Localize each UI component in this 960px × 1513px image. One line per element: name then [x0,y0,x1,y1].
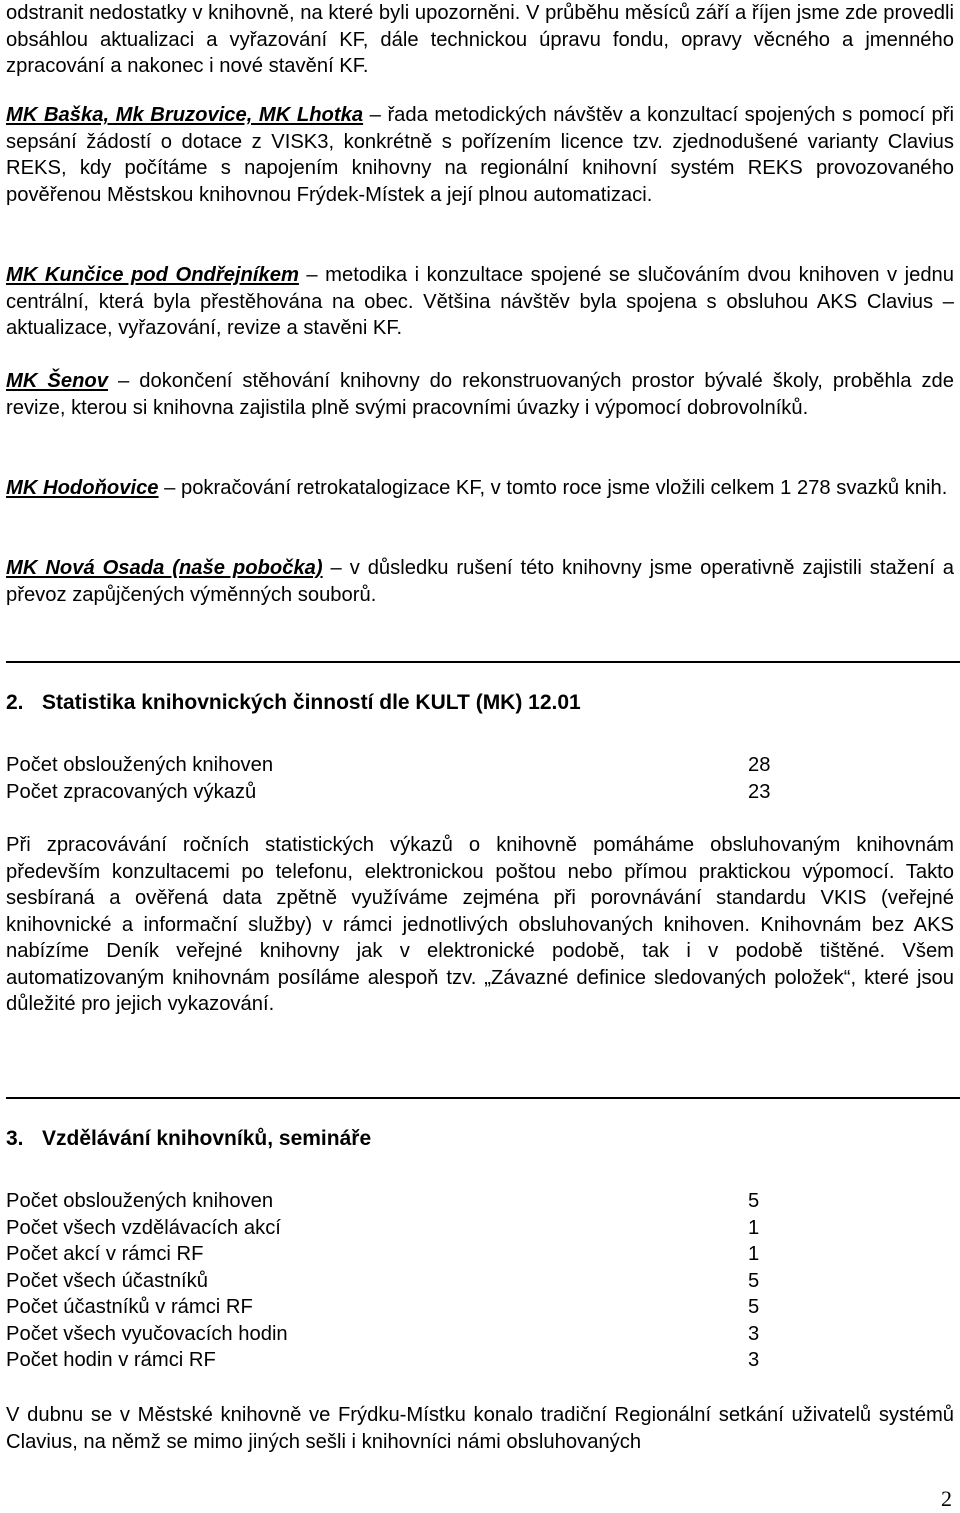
stat-value: 1 [748,1216,760,1239]
section-3-heading [6,1127,371,1151]
entry-4-text: – pokračování retrokatalogizace KF, v tomto roce jsme vložili celkem 1 278 svazků knih. [158,477,948,499]
section-3-title: Vzdělávání knihovníků, semináře [42,1127,372,1150]
entry-5-name: MK Nová Osada (naše pobočka) [6,557,323,579]
divider-1 [6,661,960,663]
stat-row [6,752,954,779]
entry-1-text: – řada metodických návštěv a konzultací spojených s pomocí při sepsání žádostí o dotace z VISK3, konkrétně s pořízením licence tzv. zjednodušené varianty Clavius REKS, kdy počítáme s napojením knihovny na regionální knihovní systém REKS provozovaného pověřenou Městskou knihovnou Frýdek-Místek a její plnou automatizaci. [6,104,954,206]
entry-3 [6,368,954,421]
section-2-body [6,832,954,1018]
section-2-stats [6,752,954,805]
entry-3-name: MK Šenov [6,370,108,392]
entry-2-name: MK Kunčice pod Ondřejníkem [6,264,299,286]
stat-label: Počet hodin v rámci RF [6,1349,216,1371]
entry-2-text: – metodika i konzultace spojené se slučováním dvou knihoven v jednu centrální, která byla přestěhována na obec. Většina návštěv byla spojena s obsluhou AKS Clavius – aktualizace, vyřazování, revize a stavěni KF. [6,264,955,339]
stat-row [6,1294,954,1321]
entry-3-text: – dokončení stěhování knihovny do rekonstruovaných prostor bývalé školy, proběhla zde revize, kterou si knihovna zajistila plně svými pracovními úvazky i výpomocí dobrovolníků. [6,370,954,419]
entry-5 [6,555,954,608]
stat-label: Počet všech účastníků [6,1269,208,1292]
divider-2 [6,1097,960,1099]
entry-1 [6,102,954,208]
stat-value: 5 [748,1296,760,1318]
stat-label: Počet všech vyučovacích hodin [6,1322,288,1345]
stat-row [6,1321,954,1348]
stat-row [6,1347,954,1374]
section-2-paragraph: Při zpracovávání ročních statistických výkazů o knihovně pomáháme obsluhovaným knihovnám především konzultacemi po telefonu, elektronickou poštou nebo přímou praktickou výpomocí. Takto sesbíraná a ověřená data zpětně využíváme zejména při porovnávání standardu VKIS (veřejné knihovnické a informační služby) v rámci jednotlivých obsluhovaných knihoven. Knihovnám bez AKS nabízíme Deník veřejné knihovny jak v elektronické podobě, tak i v podobě tištěné. Všem automatizovaným knihovnám posíláme alespoň tzv. „Závazné definice sledovaných položek“, které jsou důležité pro jejich vykazování. [6,834,954,1015]
entry-4-name: MK Hodoňovice [6,477,159,499]
section-2-number: 2. [6,691,24,714]
entry-1-name: MK Baška, Mk Bruzovice, MK Lhotka [6,104,364,126]
page-number: 2 [941,1486,952,1511]
entry-5-text: – v důsledku rušení této knihovny jsme operativně zajistili stažení a převoz zapůjčených výměnných souborů. [6,557,954,606]
section-3-paragraph: V dubnu se v Městské knihovně ve Frýdku-Místku konalo tradiční Regionální setkání uživatelů systémů Clavius, na němž se mimo jiných sešli i knihovníci námi obsluhovaných [6,1404,954,1453]
stat-value: 3 [748,1322,760,1345]
stat-value: 28 [748,754,771,776]
entry-2 [6,262,954,342]
section-3-body [6,1402,954,1455]
stat-value: 3 [748,1349,760,1371]
stat-label: Počet obsloužených knihoven [6,754,274,776]
stat-label: Počet obsloužených knihoven [6,1190,274,1212]
stat-row [6,1188,954,1215]
stat-row [6,1215,954,1242]
stat-row [6,1241,954,1268]
stat-label: Počet všech vzdělávacích akcí [6,1216,281,1239]
section-2-title: Statistika knihovnických činností dle KULT (MK) 12.01 [42,691,581,714]
stat-label: Počet zpracovaných výkazů [6,780,257,803]
entry-4 [6,475,954,502]
stat-value: 23 [748,780,771,803]
stat-row [6,779,954,806]
stat-value: 5 [748,1190,760,1212]
section-3-number: 3. [6,1127,24,1150]
intro-block [6,0,954,80]
stat-value: 1 [748,1243,760,1265]
section-3-stats [6,1188,954,1374]
stat-label: Počet akcí v rámci RF [6,1243,204,1265]
stat-row [6,1268,954,1295]
stat-label: Počet účastníků v rámci RF [6,1296,253,1318]
section-2-heading [6,691,581,715]
intro-paragraph: odstranit nedostatky v knihovně, na které byli upozorněni. V průběhu měsíců září a říjen jsme zde provedli obsáhlou aktualizaci a vyřazování KF, dále technickou úpravu fondu, opravy věcného a jmenného zpracování a nakonec i nové stavění KF. [6,2,954,77]
stat-value: 5 [748,1269,760,1292]
